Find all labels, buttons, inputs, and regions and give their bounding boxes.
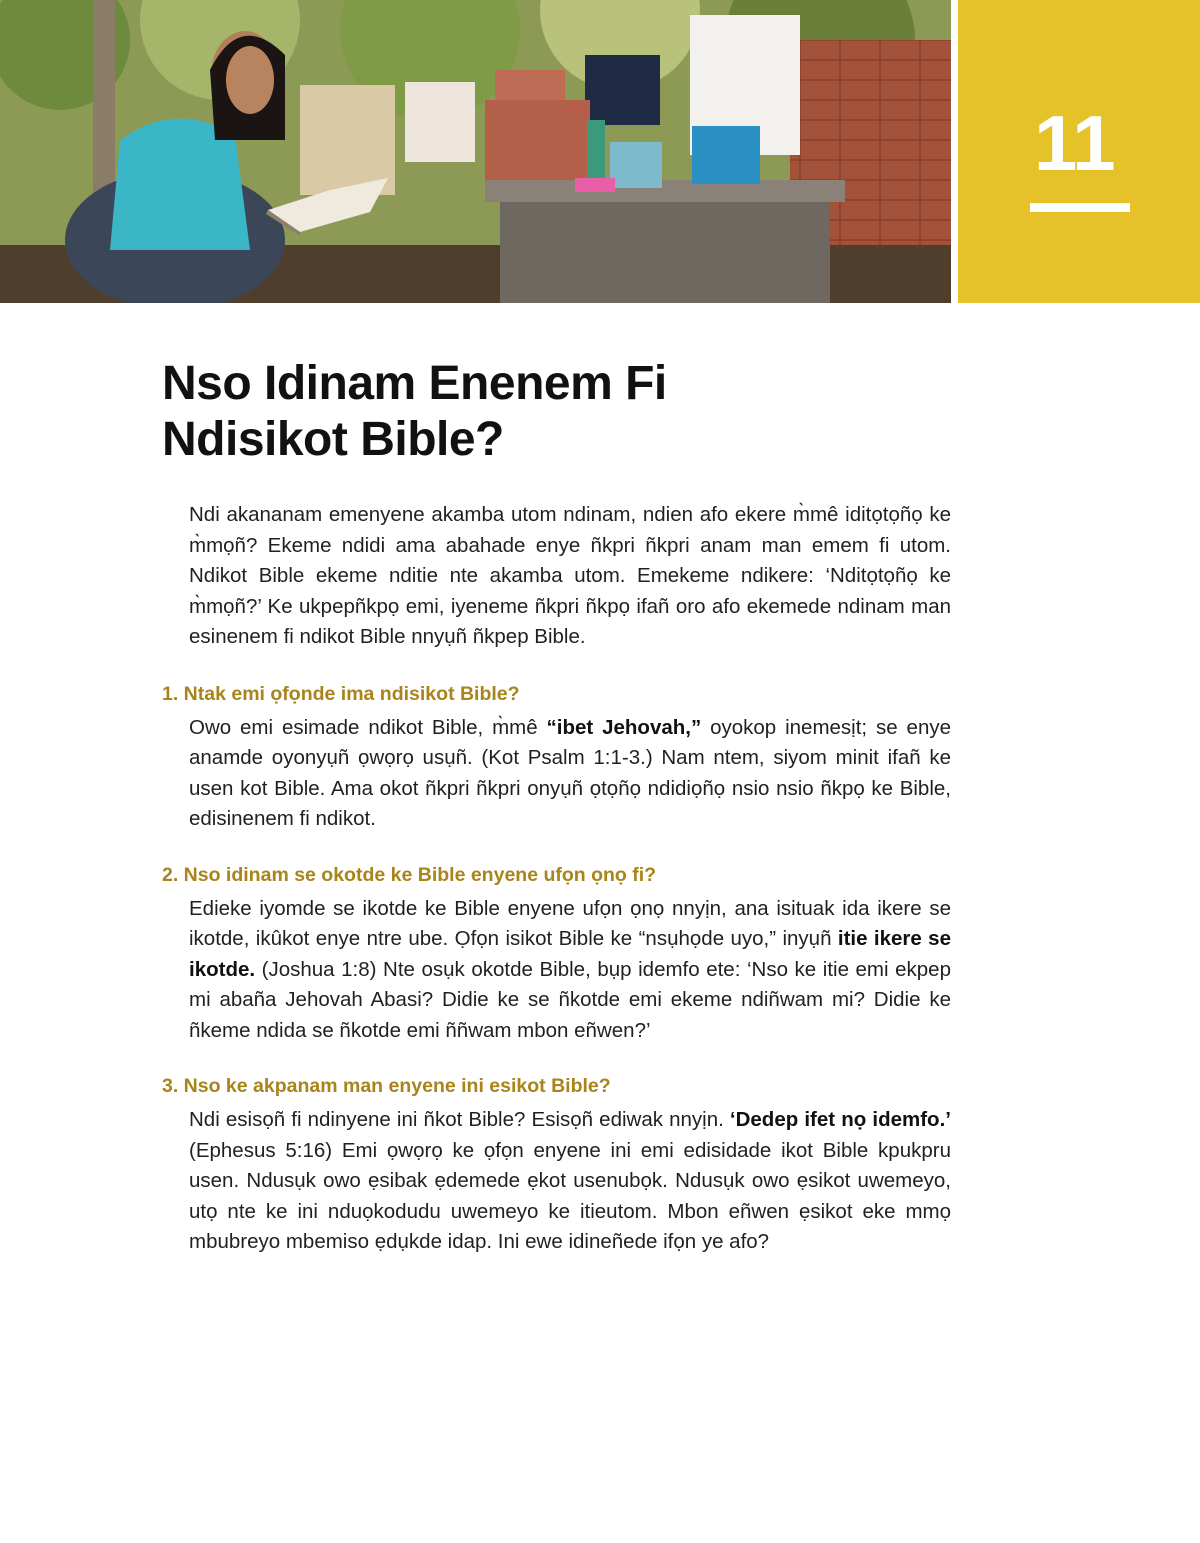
page-title-line2: Ndisikot Bible?	[162, 413, 504, 466]
answer-3-text-b: (Ephesus 5:16) Emi ọwọrọ ke ọfọn enyene ini emi edisidade ikot Bible kpukpru usen. Ndusụk owo ẹsibak ẹdemede ẹkot usenubọk. Ndusụk owo ẹsikot uwemeyo, utọ nte ke ini nduọkodudu uwemeyo ke itieutom. Mbon eñwen ẹsikot eke mmọ mbubreyo mbemiso ẹdụkde idap. Ini ewe idineñede ifọn ye afo?	[189, 1138, 951, 1253]
answer-1	[189, 713, 951, 835]
photo-woman-reading-bible	[0, 0, 951, 303]
answer-3	[189, 1105, 951, 1258]
section-1	[162, 679, 951, 835]
question-2: 2. Nso idinam se okotde ke Bible enyene ufọn ọnọ fi?	[162, 863, 657, 886]
answer-1-bold: “ibet Jehovah,”	[546, 715, 702, 739]
page-title-line1: Nso Idinam Enenem Fi	[162, 357, 667, 410]
lesson-content	[162, 500, 951, 1258]
intro-paragraph: Ndi akananam emenyene akamba utom ndinam, ndien afo ekere m̀mê iditọtọñọ ke m̀mọñ? Ekeme ndidi ama abahade enye ñkpri ñkpri anam man emem fi utom. Ndikot Bible ekeme nditie nte akamba utom. Emekeme ndikere: ‘Nditọtọñọ ke m̀mọñ?’ Ke ukpepñkpọ emi, iyeneme ñkpri ñkpọ ifañ oro afo ekemede ndinam man esinenem fi ndikot Bible nnyụñ ñkpep Bible.	[189, 503, 951, 648]
answer-2-bold: itie ikere se ikotde.	[189, 927, 951, 981]
answer-2	[189, 894, 951, 1047]
answer-2-text-b: (Joshua 1:8) Nte osụk okotde Bible, bụp idemfo ete: ‘Nso ke itie emi ekpep mi abaña Jehovah Abasi? Didie ke se ñkotde emi ekeme ndiñwam mi? Didie ke ñkeme ndida se ñkotde emi ññwam mbon eñwen?’	[189, 957, 951, 1042]
question-1: 1. Ntak emi ọfọnde ima ndisikot Bible?	[162, 682, 520, 705]
page-title	[162, 356, 922, 468]
lesson-number-box	[958, 0, 1200, 303]
question-3: 3. Nso ke akpanam man enyene ini esikot Bible?	[162, 1075, 611, 1097]
answer-3-bold: ‘Dedep ifet nọ idemfo.’	[729, 1108, 951, 1131]
header-photo	[0, 0, 951, 303]
lesson-number-underline	[1030, 203, 1130, 212]
answer-1-text-a: Owo emi esimade ndikot Bible, m̀mê	[189, 715, 547, 739]
answer-2-text-a: Edieke iyomde se ikotde ke Bible enyene ufọn ọnọ nnyịn, ana isituak ida ikere se ikotde, ikûkot enye ntre ube. Ọfọn isikot Bible ke “nsụhọde uyo,” inyụñ	[189, 896, 951, 950]
answer-3-text-a: Ndi esisọñ fi ndinyene ini ñkot Bible? Esisọñ ediwak nnyịn.	[189, 1108, 730, 1131]
answer-1-text-b: oyokop inemesịt; se enye anamde oyonyụñ ọwọrọ usụñ. (Kot Psalm 1:1-3.) Nam ntem, siyom minit ifañ ke usen kot Bible. Ama okot ñkpri ñkpri onyụñ ọtọñọ ndidiọñọ nsio nsio ñkpọ ke Bible, edisinenem fi ndikot.	[189, 715, 951, 830]
section-2	[162, 860, 951, 1047]
section-3	[162, 1071, 951, 1258]
lesson-number: 11	[1034, 99, 1115, 187]
